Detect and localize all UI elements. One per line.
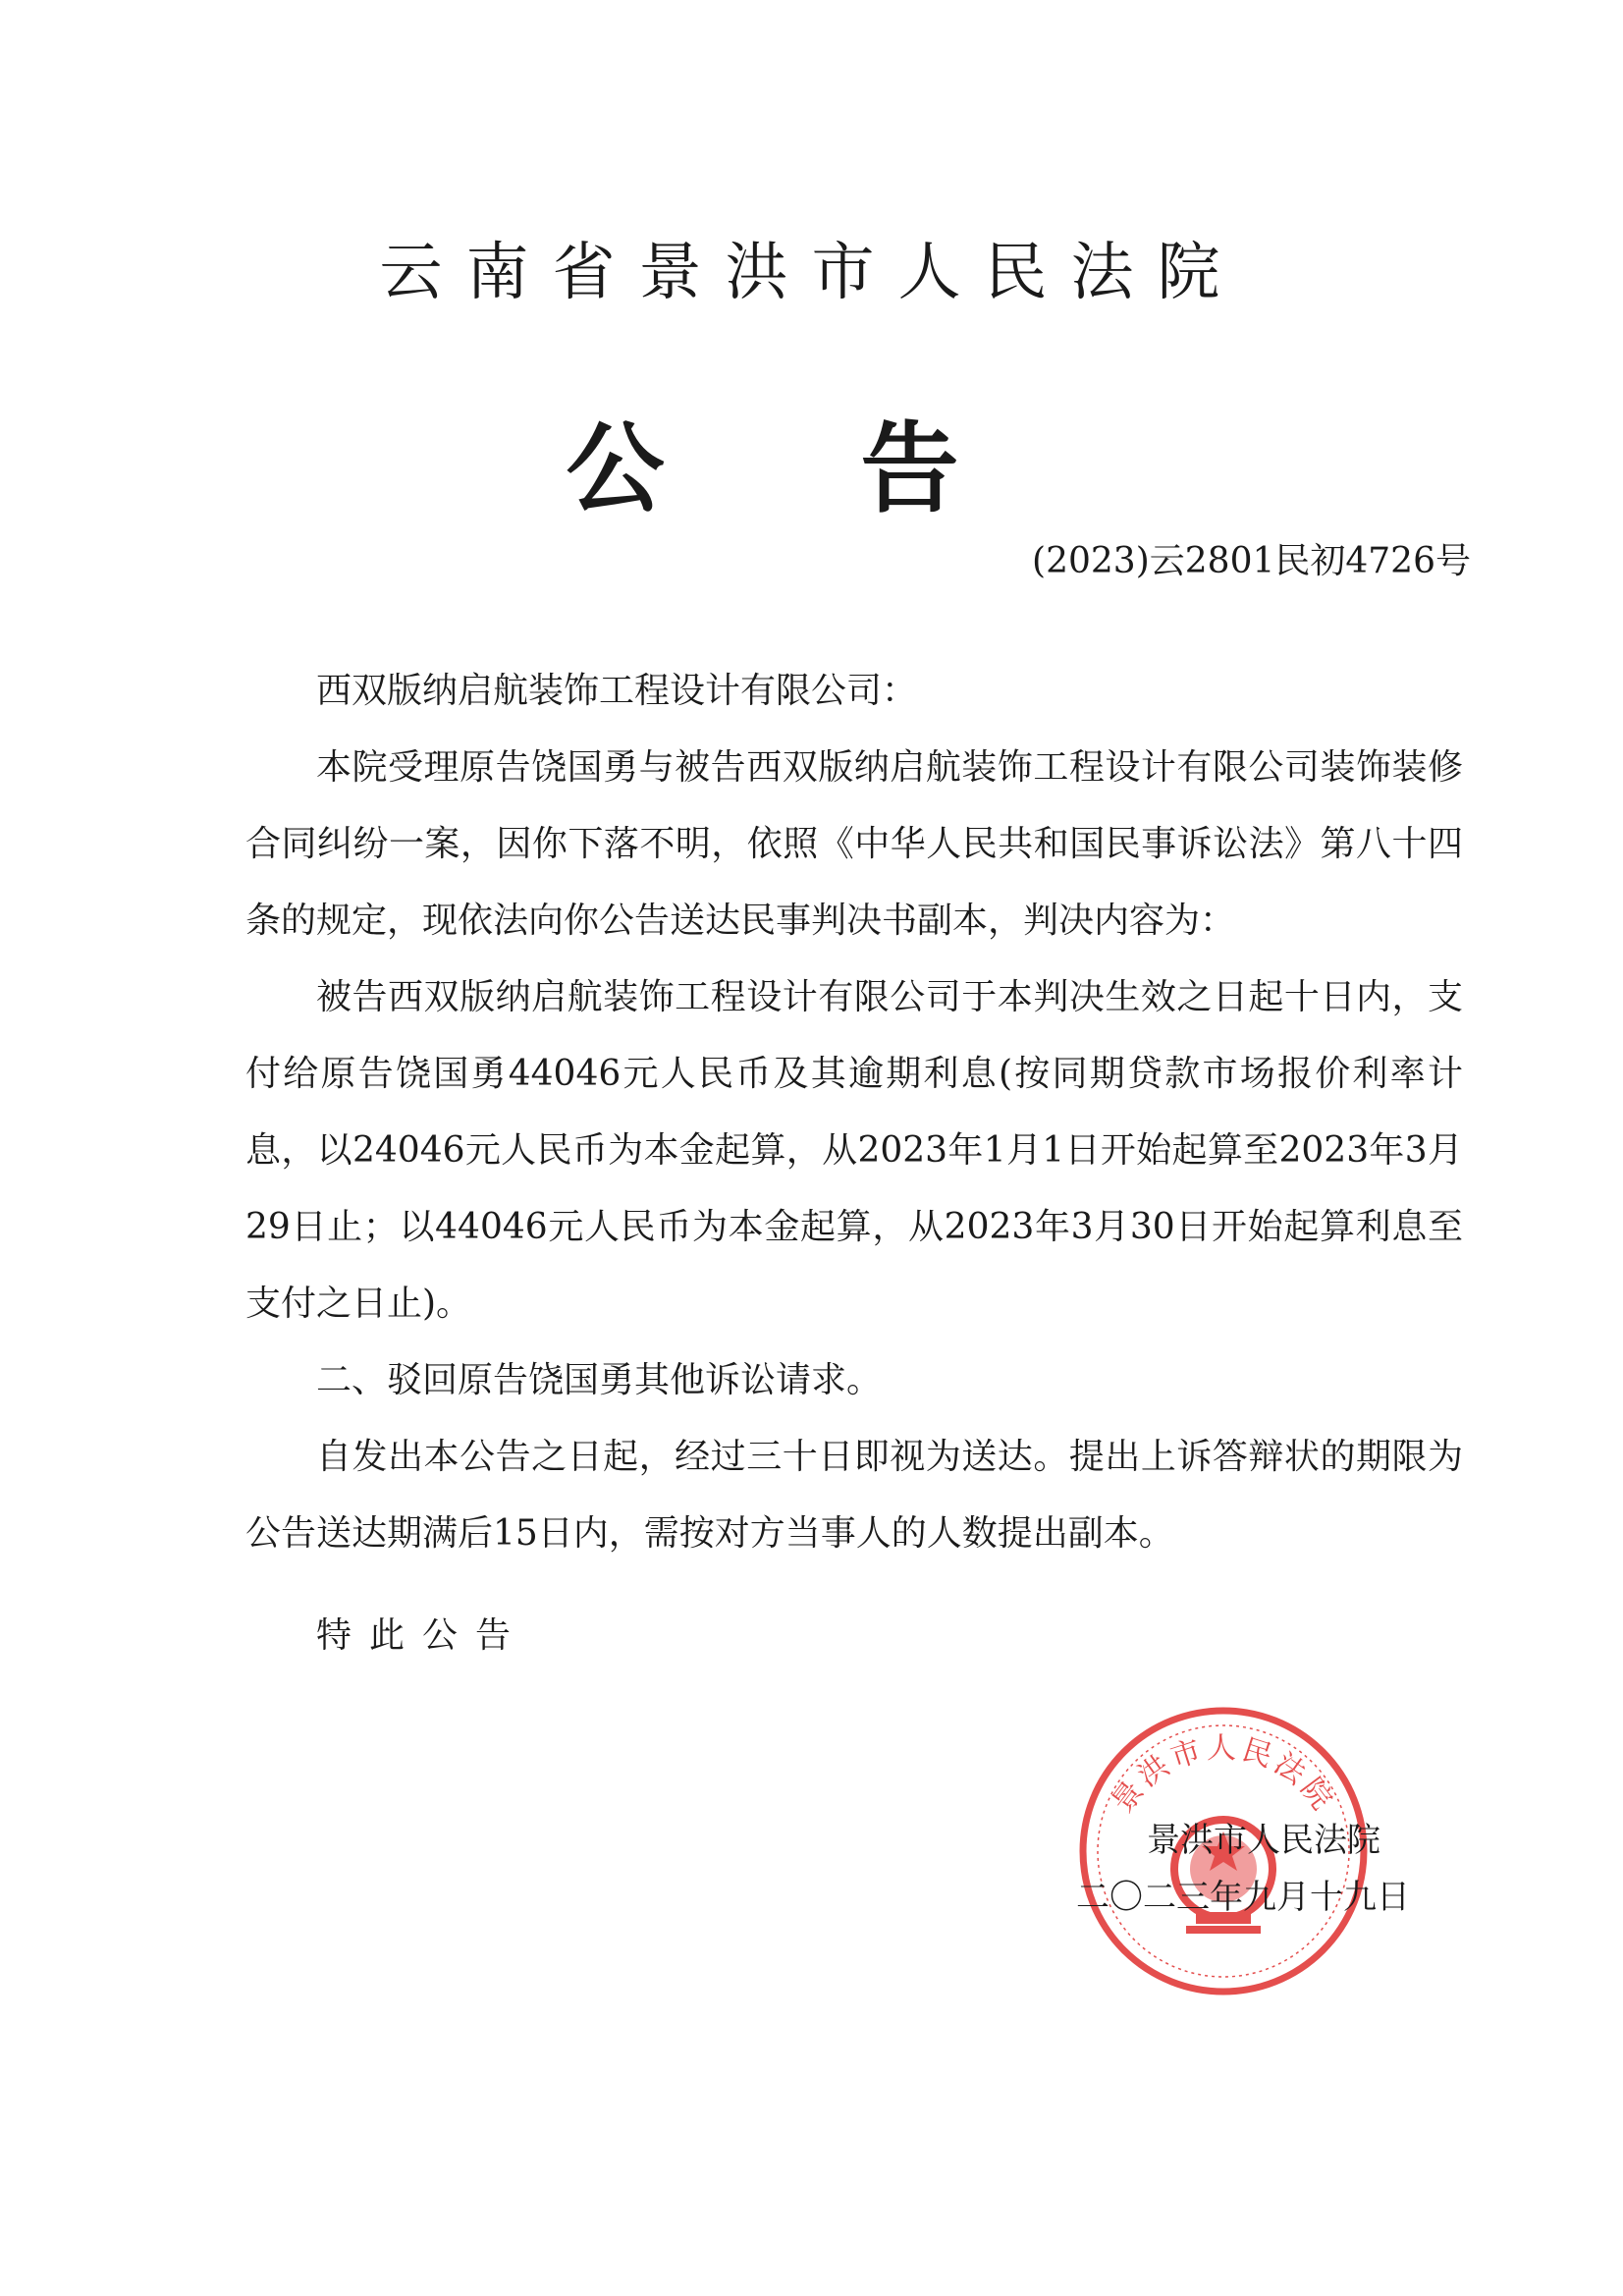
addressee: 西双版纳启航装饰工程设计有限公司：: [316, 671, 918, 711]
court-name: 云南省景洪市人民法院: [379, 237, 1244, 309]
paragraph-judgment-item-2: 二、驳回原告饶国勇其他诉讼请求。: [316, 1360, 883, 1400]
notice-body: [245, 653, 1463, 1572]
case-number: (2023)云2801民初4726号: [1032, 541, 1471, 581]
seal-text: 景洪市人民法院: [1106, 1730, 1341, 1820]
signature-court-name: 景洪市人民法院: [1147, 1821, 1380, 1860]
paragraph-service-terms: 自发出本公告之日起，经过三十日即视为送达。提出上诉答辩状的期限为公告送达期满后15日内，需按对方当事人的人数提出副本。: [245, 1437, 1463, 1554]
svg-text:景洪市人民法院: [1106, 1731, 1341, 1820]
closing-statement: 特此公告: [316, 1615, 529, 1656]
paragraph-judgment-item-1: 被告西双版纳启航装饰工程设计有限公司于本判决生效之日起十日内，支付给原告饶国勇44046元人民币及其逾期利息(按同期贷款市场报价利率计息，以24046元人民币为本金起算，从2023年1月1日开始起算至2023年3月29日止；以44046元人民币为本金起算，从2023年3月30日开始起算利息至支付之日止)。: [245, 977, 1463, 1324]
signature-date: 二〇二三年九月十九日: [1076, 1878, 1410, 1917]
document-title: 公告: [566, 411, 1156, 526]
paragraph-case-acceptance: 本院受理原告饶国勇与被告西双版纳启航装饰工程设计有限公司装饰装修合同纠纷一案，因你下落不明，依照《中华人民共和国民事诉讼法》第八十四条的规定，现依法向你公告送达民事判决书副本，判决内容为：: [245, 747, 1463, 941]
